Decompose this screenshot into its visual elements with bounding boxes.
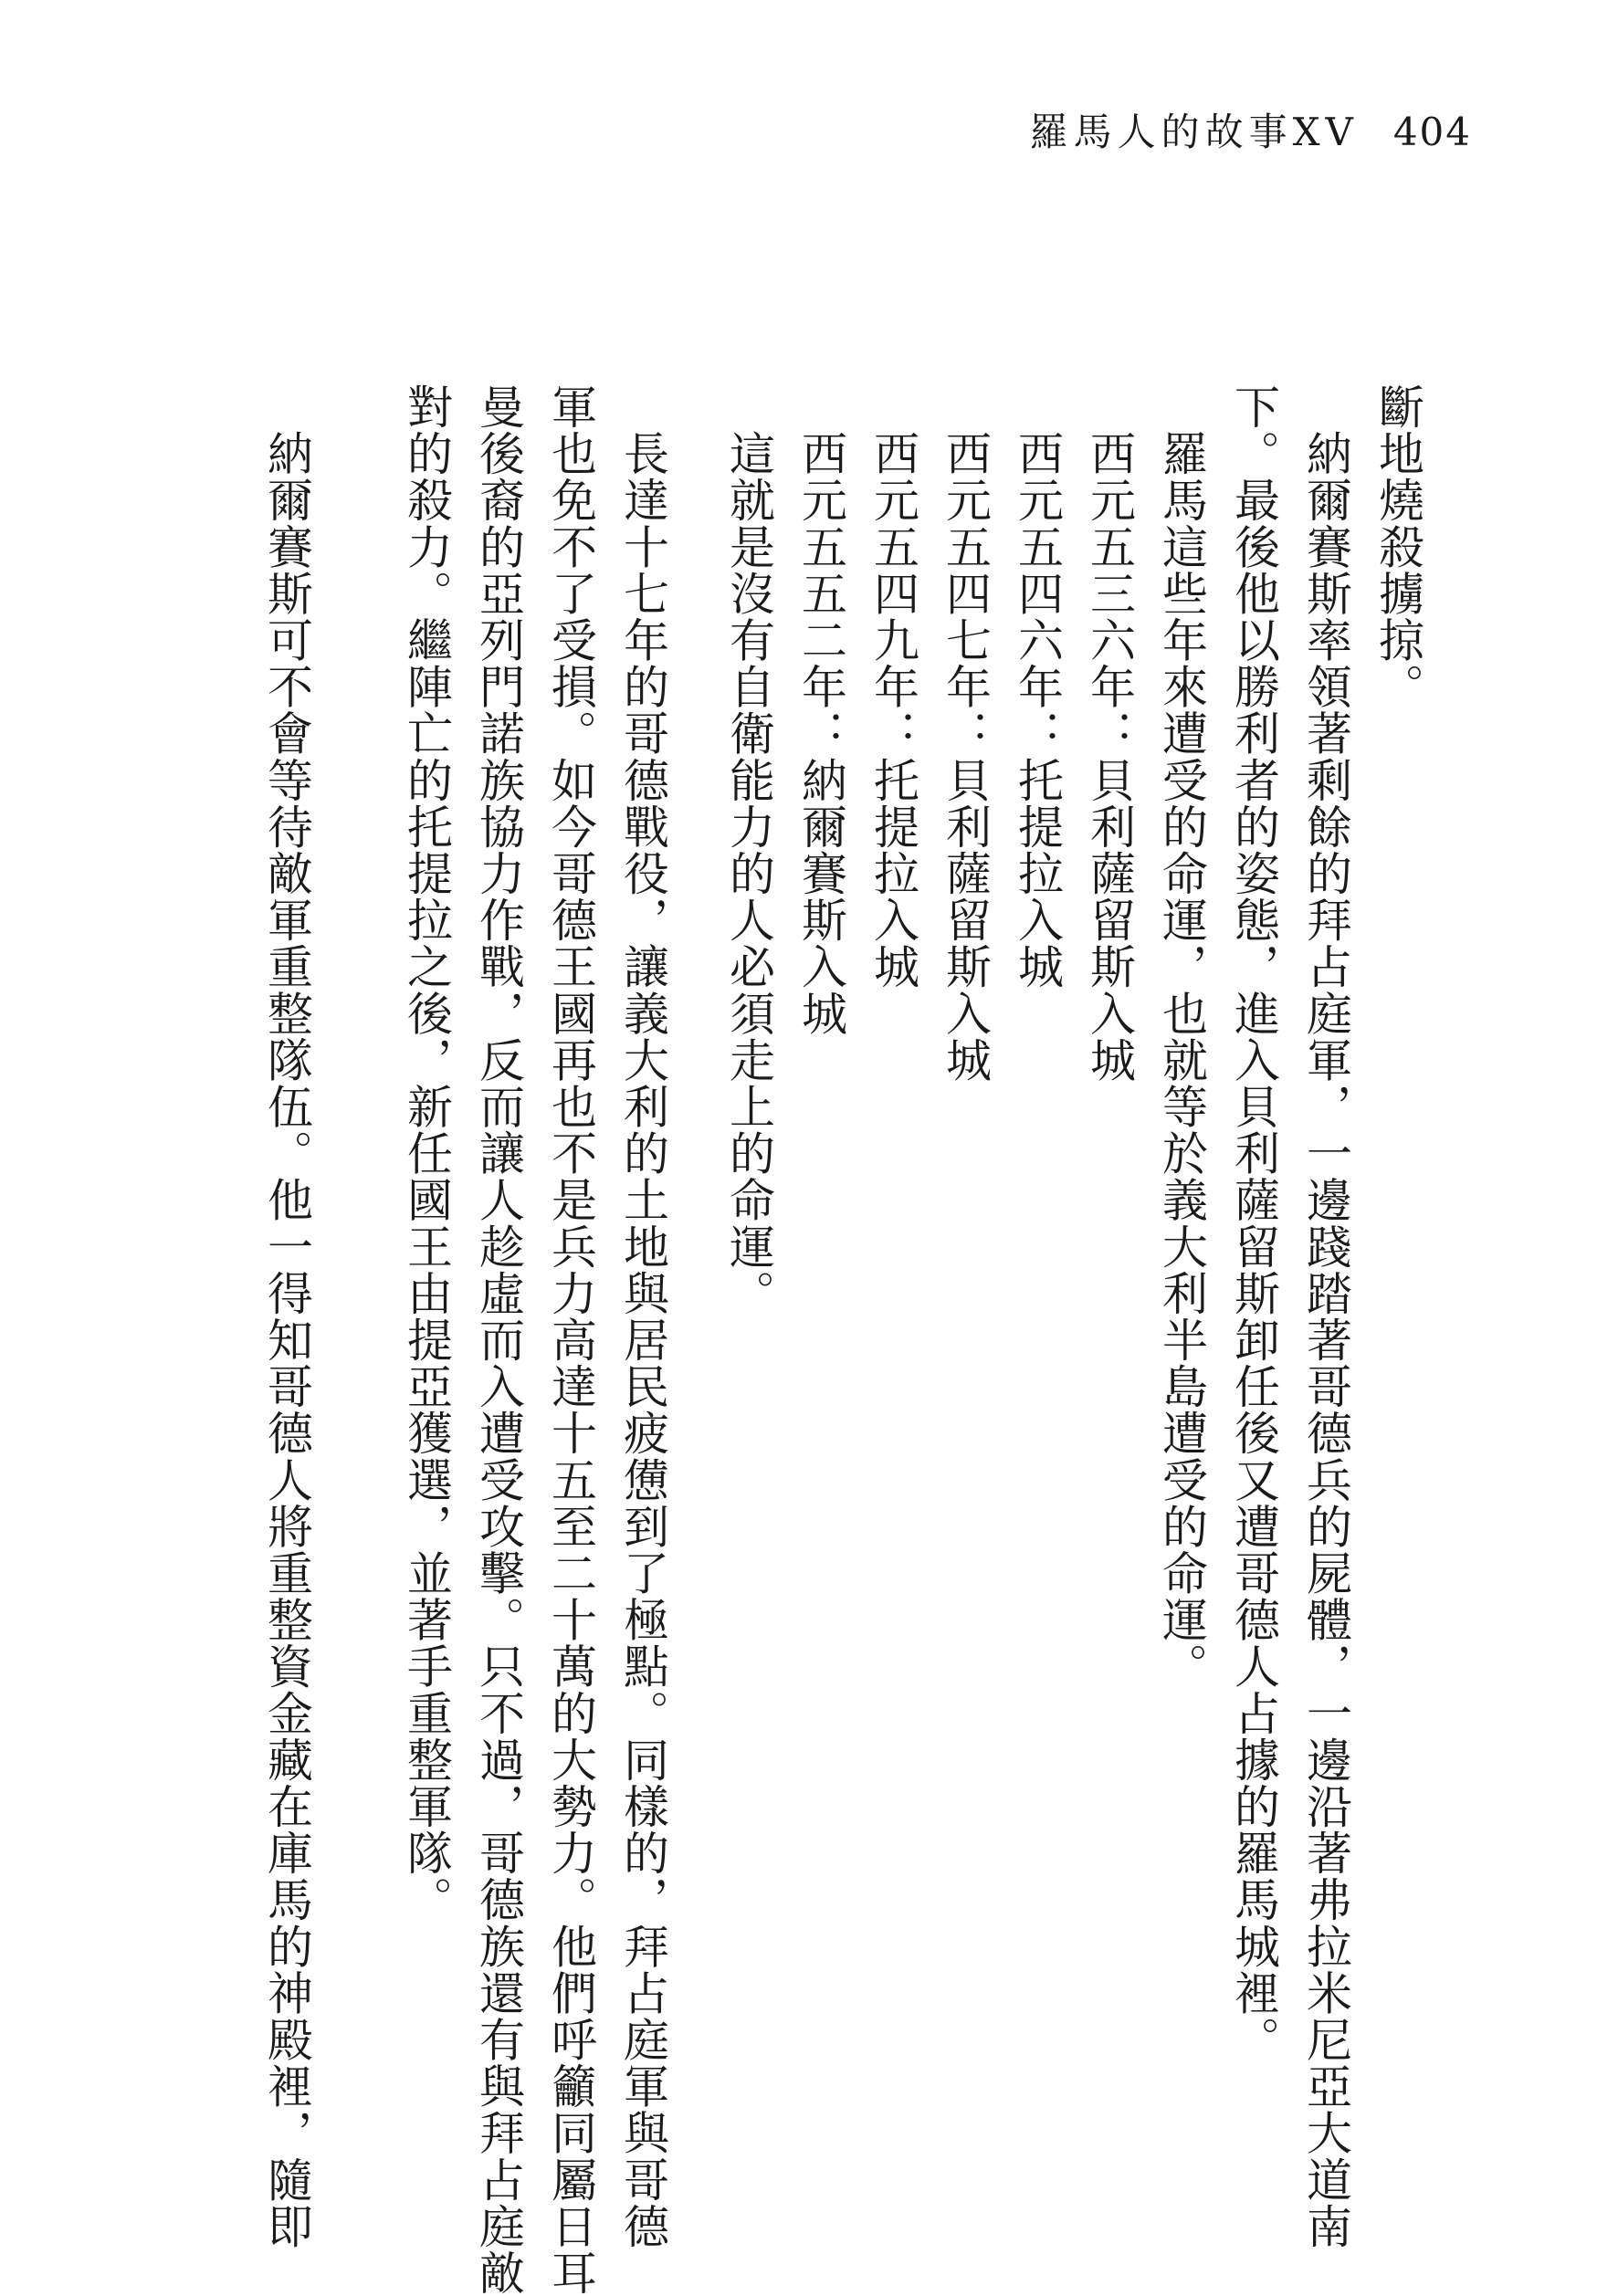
text-column: 納爾賽斯可不會等待敵軍重整隊伍。他一得知哥德人將重整資金藏在庫馬的神殿裡，隨即: [260, 383, 313, 2249]
text-column: 羅馬這些年來遭受的命運，也就等於義大利半島遭受的命運。: [1155, 383, 1208, 1690]
book-title: 羅馬人的故事XV: [1029, 110, 1359, 154]
page-number: 404: [1392, 110, 1472, 154]
text-column: 納爾賽斯率領著剩餘的拜占庭軍，一邊踐踏著哥德兵的屍體，一邊沿著弗拉米尼亞大道南: [1299, 383, 1352, 2249]
text-column: 西元五五二年：納爾賽斯入城: [794, 383, 847, 1037]
text-column: 曼後裔的亞列門諾族協力作戰，反而讓人趁虛而入遭受攻擊。只不過，哥德族還有與拜占庭敵: [472, 383, 525, 2296]
text-column: 西元五四六年：托提拉入城: [1011, 383, 1064, 991]
text-column: 軍也免不了受損。如今哥德王國再也不是兵力高達十五至二十萬的大勢力。他們呼籲同屬日耳: [544, 383, 597, 2296]
text-column: 對的殺力。繼陣亡的托提拉之後，新任國王由提亞獲選，並著手重整軍隊。: [400, 383, 453, 1924]
text-column: 西元五四九年：托提拉入城: [867, 383, 919, 991]
text-column: 長達十七年的哥德戰役，讓義大利的土地與居民疲憊到了極點。同樣的，拜占庭軍與哥德: [616, 383, 669, 2249]
text-column: 西元五三六年：貝利薩留斯入城: [1083, 383, 1136, 1084]
text-column: 西元五四七年：貝利薩留斯入城: [939, 383, 992, 1084]
running-header: [1030, 102, 1472, 157]
text-column: 這就是沒有自衛能力的人必須走上的命運。: [722, 383, 775, 1316]
text-column: 斷地燒殺擄掠。: [1371, 383, 1424, 710]
text-column: 下。最後他以勝利者的姿態，進入貝利薩留斯卸任後又遭哥德人占據的羅馬城裡。: [1227, 383, 1280, 2063]
